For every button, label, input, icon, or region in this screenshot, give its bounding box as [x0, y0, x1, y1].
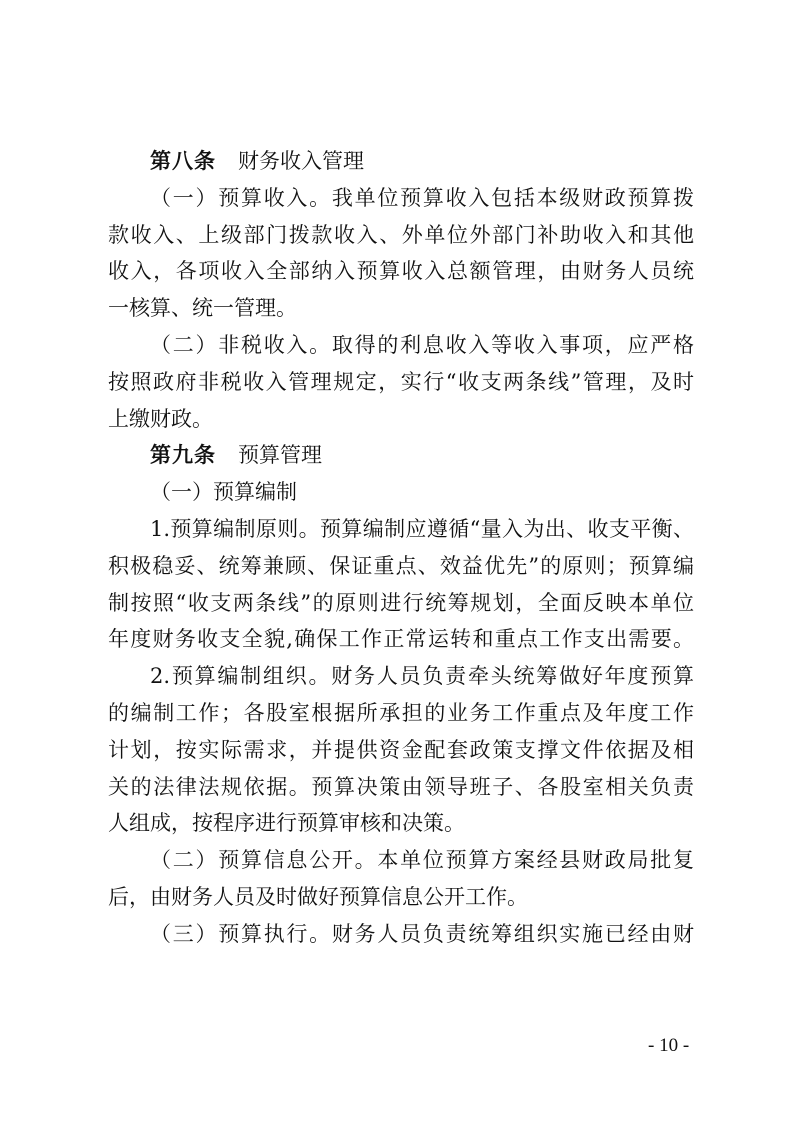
- article-9-number: 第九条: [150, 442, 216, 468]
- article-8-item-2-line: 按照政府非税收入管理规定，实行“收支两条线”管理，及时: [108, 369, 694, 394]
- article-9-point-2-line: 计划，按实际需求，并提供资金配套政策支撑文件依据及相: [108, 737, 694, 762]
- article-8-item-2-line: （二）非税收入。取得的利息收入等收入事项，应严格: [150, 332, 694, 357]
- article-8-item-1-line: 一核算、统一管理。: [108, 296, 297, 321]
- article-9-subsection-3-line: （三）预算执行。财务人员负责统筹组织实施已经由财: [150, 921, 694, 946]
- article-9-subsection-1-title: （一）预算编制: [150, 480, 297, 505]
- article-9-title: 预算管理: [238, 443, 322, 468]
- page-number: - 10 -: [648, 1035, 690, 1056]
- article-9-point-2-line: 人组成，按程序进行预算审核和决策。: [108, 811, 465, 836]
- article-8-item-1-line: 收入，各项收入全部纳入预算收入总额管理，由财务人员统: [108, 259, 694, 284]
- article-9-subsection-2-line: （二）预算信息公开。本单位预算方案经县财政局批复: [150, 848, 694, 873]
- article-9-point-2-line: 关的法律法规依据。预算决策由领导班子、各股室相关负责: [108, 774, 694, 799]
- document-body: [108, 143, 694, 953]
- article-9-point-1-line: 制按照“收支两条线”的原则进行统筹规划，全面反映本单位: [108, 590, 694, 615]
- article-8-item-1-line: （一）预算收入。我单位预算收入包括本级财政预算拨: [150, 185, 694, 210]
- article-8-heading: [108, 143, 694, 180]
- article-9-subsection-2-line: 后，由财务人员及时做好预算信息公开工作。: [108, 884, 528, 909]
- article-8-number: 第八条: [150, 148, 216, 173]
- article-9-point-1-line: 年度财务收支全貌,确保工作正常运转和重点工作支出需要。: [108, 627, 694, 652]
- article-8-item-2-line: 上缴财政。: [108, 406, 213, 431]
- article-9-point-2-line: 2.预算编制组织。财务人员负责牵头统筹做好年度预算: [150, 664, 694, 689]
- article-8-item-1-line: 款收入、上级部门拨款收入、外单位外部门补助收入和其他: [108, 222, 694, 247]
- article-9-point-2-line: 的编制工作；各股室根据所承担的业务工作重点及年度工作: [108, 700, 694, 725]
- article-8-title: 财务收入管理: [238, 149, 364, 173]
- article-9-point-1-line: 1.预算编制原则。预算编制应遵循“量入为出、收支平衡、: [150, 516, 694, 541]
- article-9-heading: [108, 437, 694, 474]
- article-9-point-1-line: 积极稳妥、统筹兼顾、保证重点、效益优先”的原则；预算编: [108, 553, 694, 578]
